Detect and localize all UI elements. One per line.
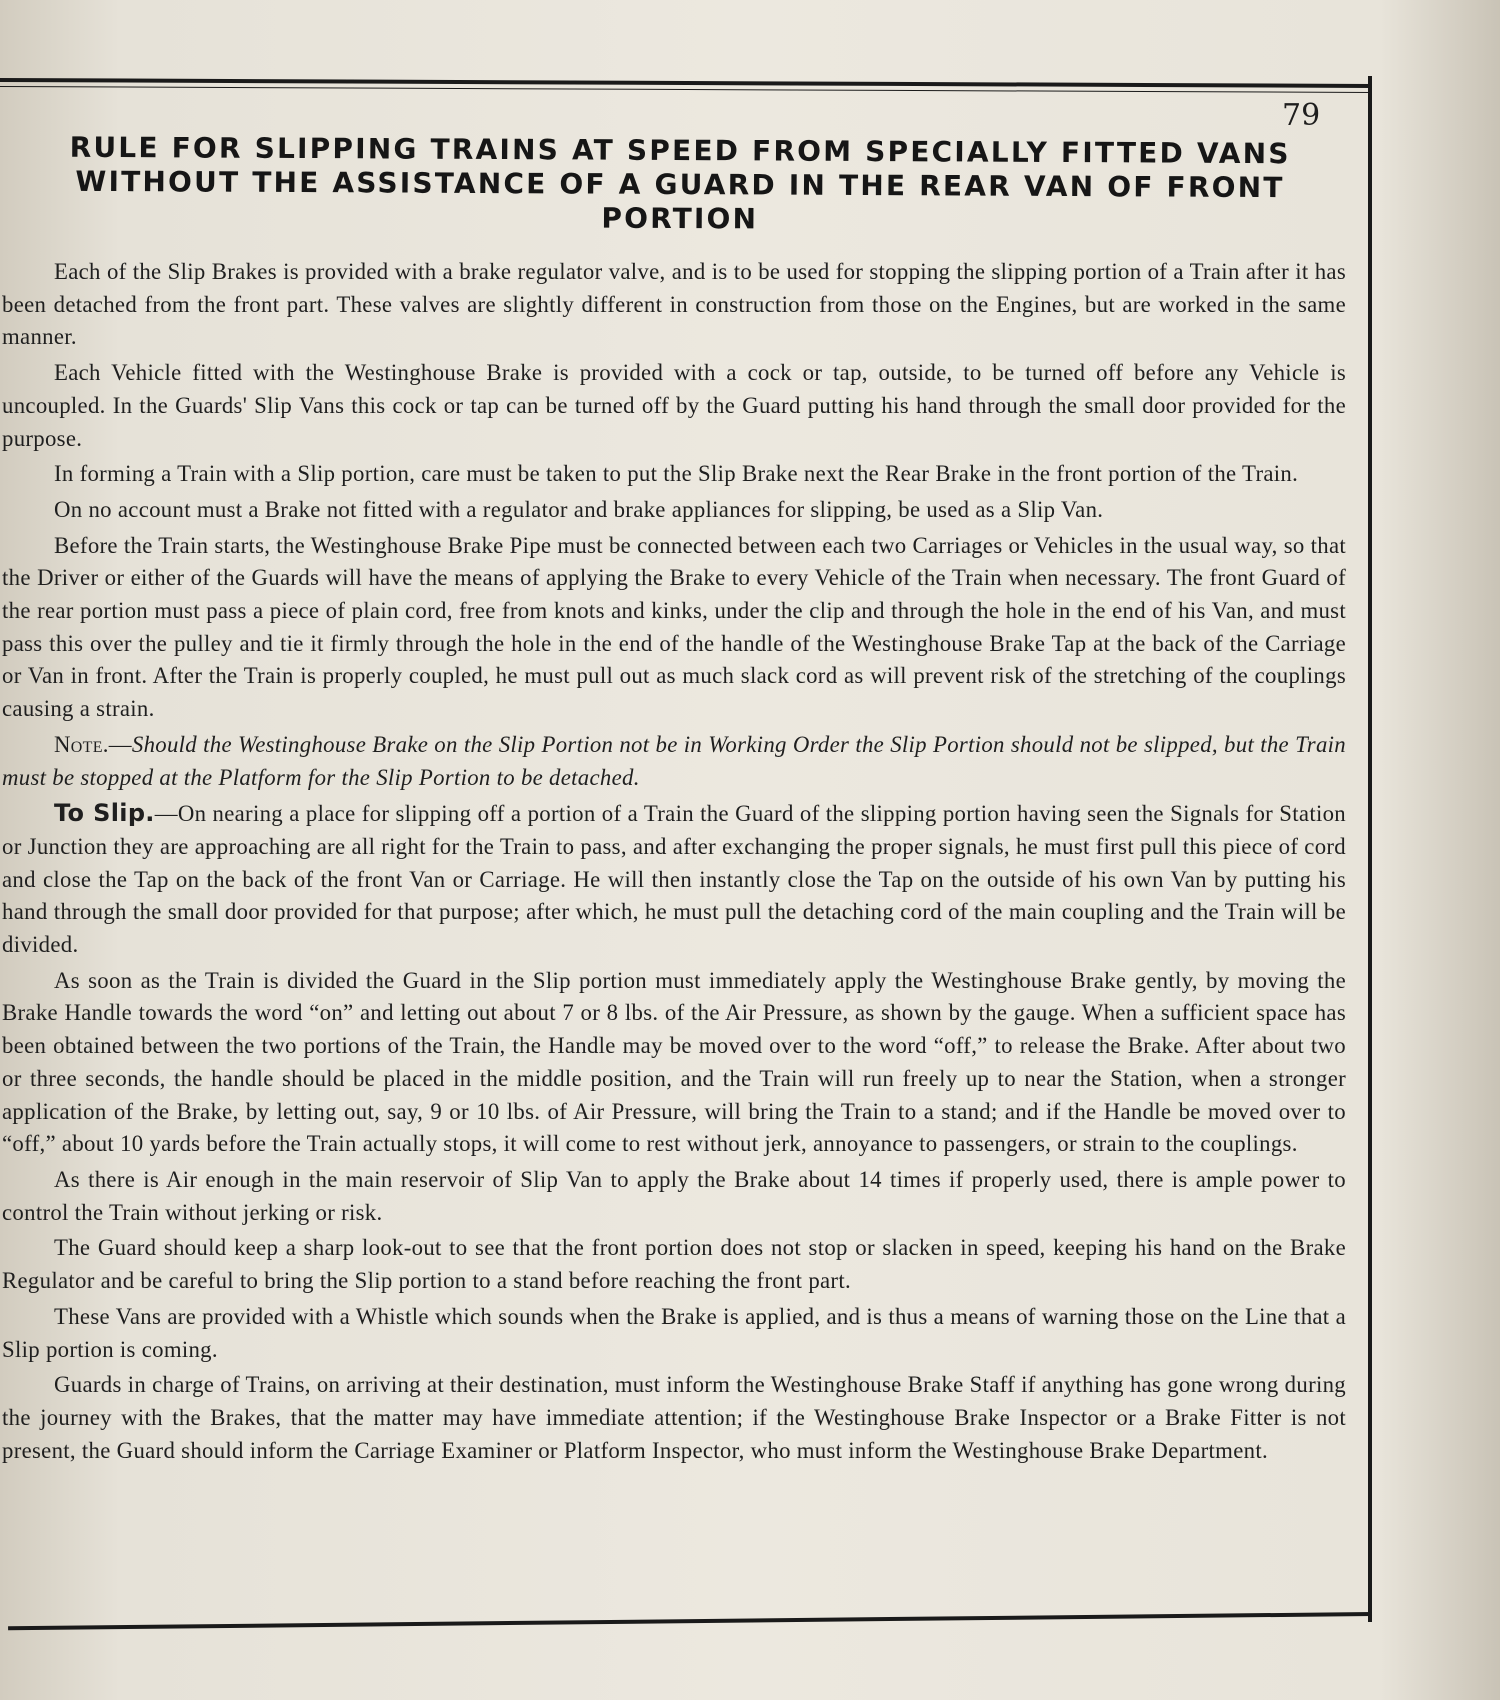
note-label: Note.—	[54, 731, 132, 757]
paragraph-air-reservoir: As there is Air enough in the main reservoir of Slip Van to apply the Brake about 14 times if properly used, there is ample power to control the Train without jerking or risk.	[2, 1166, 1346, 1225]
paragraph-before-train-starts: Before the Train starts, the Westinghouse Brake Pipe must be connected between each two Carriages or Vehicles in the usual way, so that the Driver or either of the Guards will have the means of applying the Brake to every Vehicle of the Train when necessary. The front Guard of the rear portion must pass a piece of plain cord, free from knots and kinks, under the clip and through the hole in the end of his Van, and must pass this over the pulley and tie it firmly through the hole in the end of the handle of the Westinghouse Brake Tap at the back of the Carriage or Van in front. After the Train is properly coupled, he must pull out as much slack cord as will prevent risk of the stretching of the couplings causing a strain.	[2, 532, 1346, 722]
to-slip-text: —On nearing a place for slipping off a portion of a Train the Guard of the slipping portion having seen the Signals for Station or Junction they are approaching are all right for the Train to pass, and after exchanging the proper signals, he must first pull this piece of cord and close the Tap on the back of the front Van or Carriage. He will then instantly close the Tap on the outside of his own Van by putting his hand through the small door provided for that purpose; after which, he must pull the detaching cord of the main coupling and the Train will be divided.	[2, 801, 1346, 958]
paragraph-whistle: These Vans are provided with a Whistle which sounds when the Brake is applied, and is thus a means of warning those on the Line that a Slip portion is coming.	[2, 1303, 1346, 1362]
paragraph-vehicle-cock: Each Vehicle fitted with the Westinghouse Brake is provided with a cock or tap, outside, to be turned off before any Vehicle is uncoupled. In the Guards' Slip Vans this cock or tap can be turned off by the Guard putting his hand through the small door provided for the purpose.	[2, 360, 1346, 451]
right-border-rule	[1368, 76, 1372, 1622]
page-title: RULE FOR SLIPPING TRAINS AT SPEED FROM SPECIALLY FITTED VANS WITHOUT THE ASSISTANCE OF A GUARD IN THE REAR VAN OF FRONT PORTION	[69, 130, 1291, 236]
bottom-border-rule	[8, 1612, 1372, 1630]
paragraph-slip-brakes: Each of the Slip Brakes is provided with a brake regulator valve, and is to be used for stopping the slipping portion of a Train after it has been detached from the front part. These valves are slightly different in construction from those on the Engines, but are worked in the same manner.	[2, 259, 1346, 350]
paragraph-no-account: On no account must a Brake not fitted with a regulator and brake appliances for slipping, be used as a Slip Van.	[54, 496, 1104, 522]
paragraph-note	[2, 729, 1346, 794]
paragraph-forming-train: In forming a Train with a Slip portion, care must be taken to put the Slip Brake next the Rear Brake in the front portion of the Train.	[54, 461, 1299, 487]
note-text: Should the Westinghouse Brake on the Slip Portion not be in Working Order the Slip Portion should not be slipped, but the Train must be stopped at the Platform for the Slip Portion to be detached.	[2, 731, 1346, 790]
paragraph-to-slip	[2, 797, 1346, 962]
to-slip-heading: To Slip.	[54, 799, 155, 828]
paragraph-guards-arriving: Guards in charge of Trains, on arriving at their destination, must inform the Westinghouse Brake Staff if anything has gone wrong during the journey with the Brakes, that the matter may have immediate attention; if the Westinghouse Brake Inspector or a Brake Fitter is not present, the Guard should inform the Carriage Examiner or Platform Inspector, who must inform the Westinghouse Brake Department.	[2, 1372, 1346, 1463]
paragraph-train-divided: As soon as the Train is divided the Guard in the Slip portion must immediately apply the Westinghouse Brake gently, by moving the Brake Handle towards the word “on” and letting out about 7 or 8 lbs. of the Air Pressure, as shown by the gauge. When a sufficient space has been obtained between the two portions of the Train, the Handle may be moved over to the word “off,” to release the Brake. After about two or three seconds, the handle should be placed in the middle position, and the Train will run freely up to near the Station, when a stronger application of the Brake, by letting out, say, 9 or 10 lbs. of Air Pressure, will bring the Train to a stand; and if the Handle be moved over to “off,” about 10 yards before the Train actually stops, it will come to rest without jerk, annoyance to passengers, or strain to the couplings.	[2, 967, 1346, 1157]
paragraph-look-out: The Guard should keep a sharp look-out to see that the front portion does not stop or slacken in speed, keeping his hand on the Brake Regulator and be careful to bring the Slip portion to a stand before reaching the front part.	[2, 1235, 1346, 1294]
body-text	[2, 256, 1346, 1467]
page-number: 79	[1282, 98, 1321, 133]
